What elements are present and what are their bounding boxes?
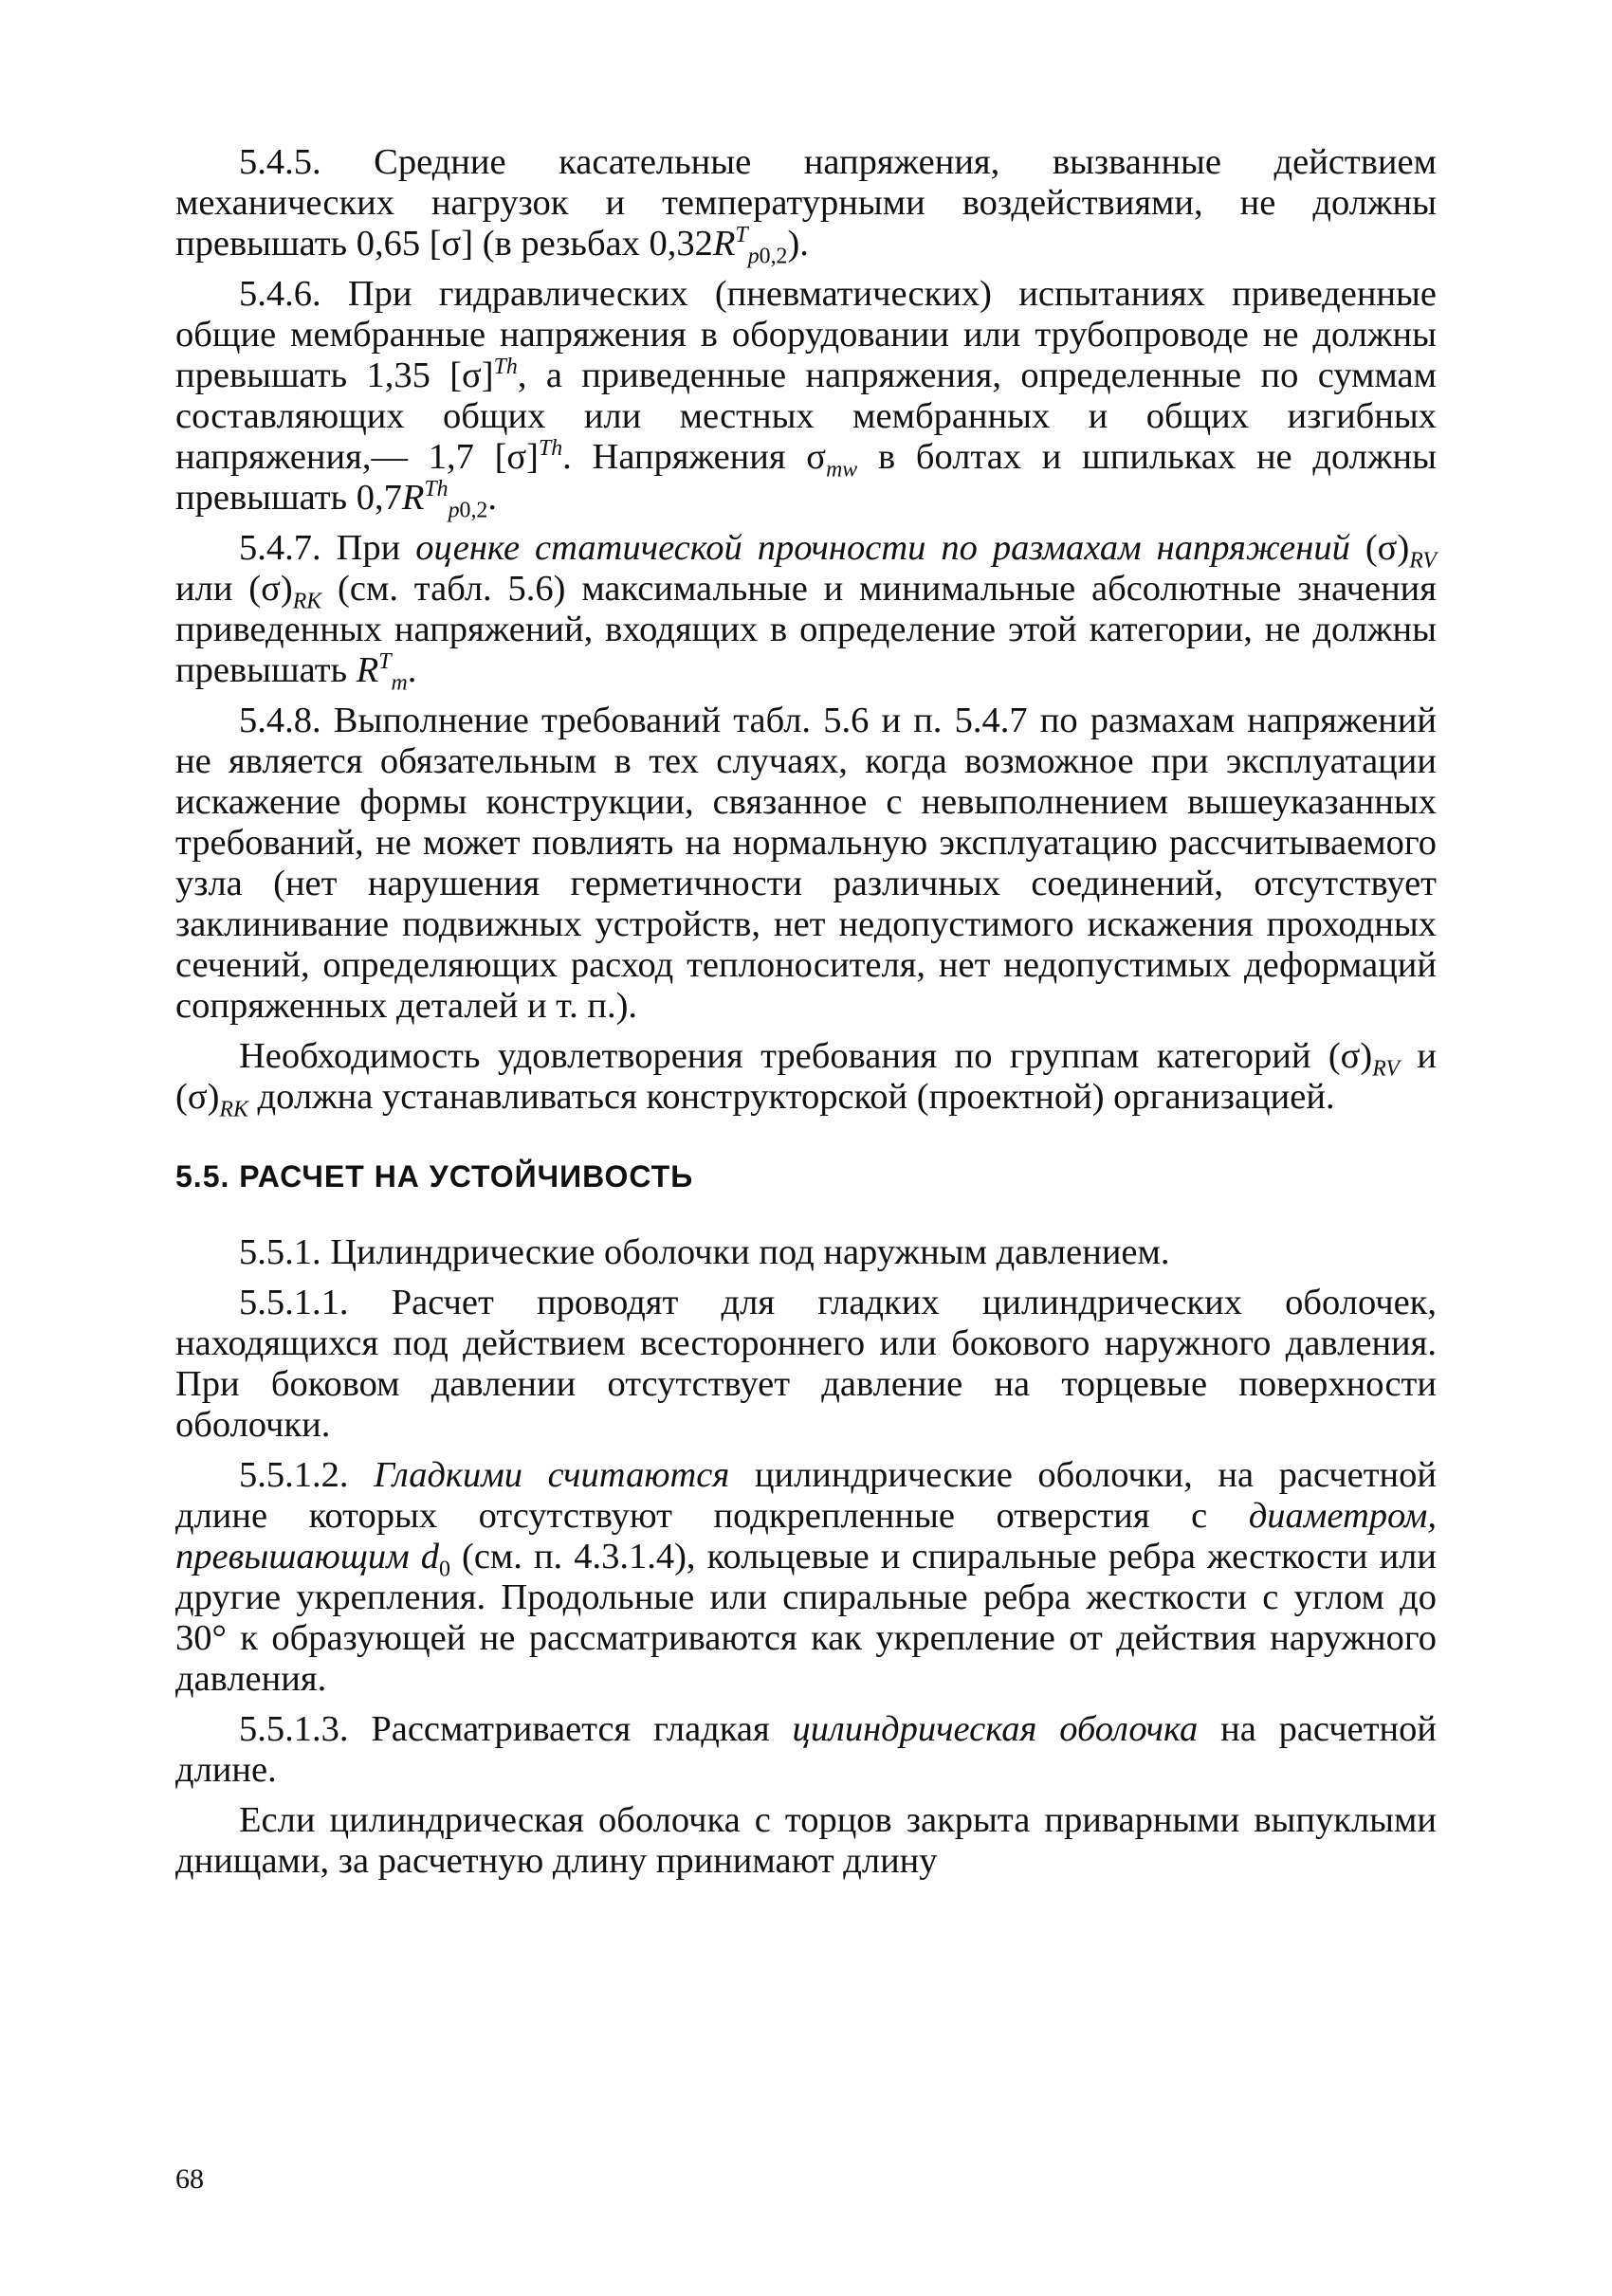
sec1-paragraph-2: 5.4.6. При гидравлических (пневматических) испытаниях приведенные общие мембранные напряжения в оборудовании или трубопроводе не должны превышать 1,35 $[\sigma]^{Th}$, а приведенные напряжения, определенные по суммам составляющих общих или местных мембранных и общих изгибных напряжения,— 1,7 $[\sigma]^{Th}$. Напряжения $\sigma_{mw}$ в болтах и шпильках не должны превышать $0,7R^{Th}_{p0,2}$. (175, 274, 1437, 523)
sec2-paragraph-3: 5.5.1.2. Гладкими считаются цилиндрические оболочки, на расчетной длине которых отсутствуют подкрепленные отверстия с диаметром, превышающим $d_0$ (см. п. 4.3.1.4), кольцевые и спиральные ребра жесткости или другие укрепления. Продольные или спиральные ребра жесткости с углом до 30° к образующей не рассматриваются как укрепление от действия наружного давления. (175, 1455, 1438, 1699)
sec1-paragraph-1: 5.4.5. Средние касательные напряжения, вызванные действием механических нагрузок и температурными воздействиями, не должны превышать 0,65 [σ] (в резьбах $0,32R^T_{p0,2}$). (175, 142, 1437, 269)
page-body (175, 142, 1437, 1891)
sec1-paragraph-5: Необходимость удовлетворения требования по группам категорий $(\sigma)_{RV}$ и $(\sigma)_{RK}$ должна устанавливаться конструкторской (проектной) организацией. (175, 1036, 1437, 1122)
sec2-paragraph-2: 5.5.1.1. Расчет проводят для гладких цилиндрических оболочек, находящихся под действием всестороннего или бокового наружного давления. При боковом давлении отсутствует давление на торцевые поверхности оболочки. (175, 1283, 1437, 1445)
sec2-paragraph-5: Если цилиндрическая оболочка с торцов закрыта приварными выпуклыми днищами, за расчетную длину принимают длину (175, 1800, 1437, 1881)
section-heading: 5.5. РАСЧЕТ НА УСТОЙЧИВОСТЬ (175, 1159, 694, 1194)
sec2-paragraph-4: 5.5.1.3. Рассматривается гладкая цилиндрическая оболочка на расчетной длине. (175, 1709, 1437, 1790)
sec1-paragraph-3: 5.4.7. При оценке статической прочности по размахам напряжений $(\sigma)_{RV}$ или $(\sigma)_{RK}$ (см. табл. 5.6) максимальные и минимальные абсолютные значения приведенных напряжений, входящих в определение этой категории, не должны превышать $R^T_m$. (175, 528, 1437, 696)
sec1-paragraph-4: 5.4.8. Выполнение требований табл. 5.6 и п. 5.4.7 по размахам напряжений не является обязательным в тех случаях, когда возможное при эксплуатации искажение формы конструкции, связанное с невыполнением вышеуказанных требований, не может повлиять на нормальную эксплуатацию рассчитываемого узла (нет нарушения герметичности различных соединений, отсутствует заклинивание подвижных устройств, нет недопустимого искажения проходных сечений, определяющих расход теплоносителя, нет недопустимых деформаций сопряженных деталей и т. п.). (175, 701, 1437, 1026)
section-5-5 (175, 1232, 1437, 1882)
section-5-4 (175, 142, 1437, 1122)
sec2-paragraph-1: 5.5.1. Цилиндрические оболочки под наружным давлением. (239, 1232, 1170, 1272)
page-number: 68 (175, 2163, 204, 2195)
